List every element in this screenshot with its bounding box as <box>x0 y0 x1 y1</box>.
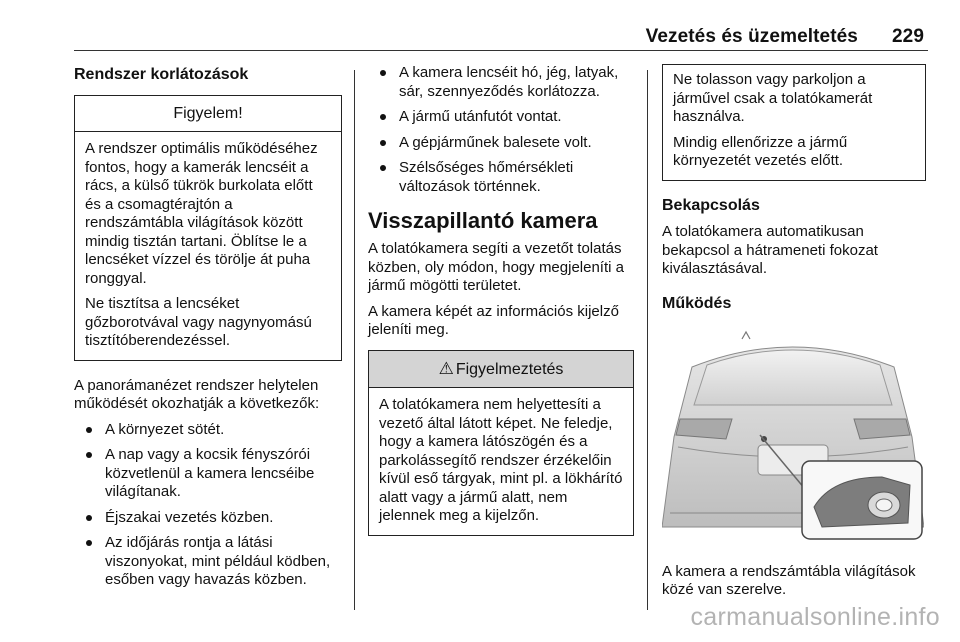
warning-box <box>368 350 634 536</box>
bullet-icon <box>380 70 386 76</box>
bullet-icon <box>86 452 92 458</box>
chapter-title: Vezetés és üzemeltetés <box>645 26 858 47</box>
column-divider-2 <box>647 70 648 610</box>
operation-heading: Működés <box>662 294 732 312</box>
note-box-heading: Figyelem! <box>75 96 341 133</box>
limitations-intro: A panorámanézet rendszer helytelen működését okozhatják a következők: <box>74 376 320 412</box>
section-title: Rendszer korlátozások <box>74 66 249 83</box>
column-divider-1 <box>354 70 355 610</box>
warning-continued-paragraph-1: Ne tolasson vagy parkoljon a járművel csak a tolatókamerát használva. <box>673 71 873 125</box>
activation-heading: Bekapcsolás <box>662 196 760 214</box>
list-item: A kamera lencséit hó, jég, latyak, sár, szennyeződés korlátozza. <box>368 64 634 101</box>
limitations-list <box>74 421 342 590</box>
bullet-icon <box>380 165 386 171</box>
list-item: Az időjárás rontja a látási viszonyokat, mint például ködben, esőben vagy havazás közben. <box>74 534 342 590</box>
warning-continued-paragraph-2: Mindig ellenőrizze a jármű környezetét vezetés előtt. <box>673 133 848 169</box>
list-item: A környezet sötét. <box>74 421 342 440</box>
page-header <box>646 26 924 48</box>
list-item: A nap vagy a kocsik fényszórói közvetlenül a kamera lencséibe világítanak. <box>74 446 342 502</box>
rear-camera-illustration <box>662 327 924 545</box>
list-item: Éjszakai vezetés közben. <box>74 509 342 528</box>
note-paragraph-2: Ne tisztítsa a lencséket gőzborotvával vagy nagynyomású tisztítóberendezéssel. <box>85 295 312 349</box>
warning-text: A tolatókamera nem helyettesíti a vezető által látott képet. Ne feledje, hogy a kamera látószögén és a parkolássegítő rendszer érzékelőin kívül eső tárgyak, mint pl. a lökhárító alatt vagy a jármű alatt, nem jelennek meg a kijelzőn. <box>379 396 623 524</box>
rear-camera-heading: Visszapillantó kamera <box>368 208 598 233</box>
activation-text: A tolatókamera automatikusan bekapcsol a hátrameneti fokozat kiválasztásával. <box>662 223 878 277</box>
note-paragraph-1: A rendszer optimális működéséhez fontos, hogy a kamerák lencséit a rács, a külső tükrök burkolata előtt és a csomagtérajtón a rendszámtábla világítások között mindig tisztán tartani. Öblítse le a lencséket vízzel és törölje át puha ronggyal. <box>85 140 318 287</box>
column-middle <box>368 64 634 552</box>
rear-camera-paragraph-2: A kamera képét az információs kijelző jeleníti meg. <box>368 302 619 338</box>
bullet-icon <box>86 540 92 546</box>
page-number: 229 <box>891 26 924 47</box>
header-rule <box>74 50 928 51</box>
figure-caption: A kamera a rendszámtábla világítások közé van szerelve. <box>662 562 916 598</box>
bullet-icon <box>380 140 386 146</box>
rear-camera-paragraph-1: A tolatókamera segíti a vezetőt tolatás közben, oly módon, hogy megjeleníti a jármű mögötti területet. <box>368 240 624 294</box>
warning-box-continued <box>662 64 926 181</box>
bullet-icon <box>86 515 92 521</box>
list-item: A gépjárműnek balesete volt. <box>368 134 634 153</box>
warning-triangle-icon: ⚠ <box>438 358 454 378</box>
note-box <box>74 95 342 361</box>
column-right <box>662 64 926 607</box>
column-left <box>74 64 342 598</box>
watermark: carmanualsonline.info <box>690 603 940 631</box>
limitations-list-continued <box>368 64 634 196</box>
warning-box-heading: ⚠ Figyelmeztetés <box>369 351 633 389</box>
bullet-icon <box>380 114 386 120</box>
list-item: A jármű utánfutót vontat. <box>368 108 634 127</box>
bullet-icon <box>86 427 92 433</box>
list-item: Szélsőséges hőmérsékleti változások történnek. <box>368 159 634 196</box>
